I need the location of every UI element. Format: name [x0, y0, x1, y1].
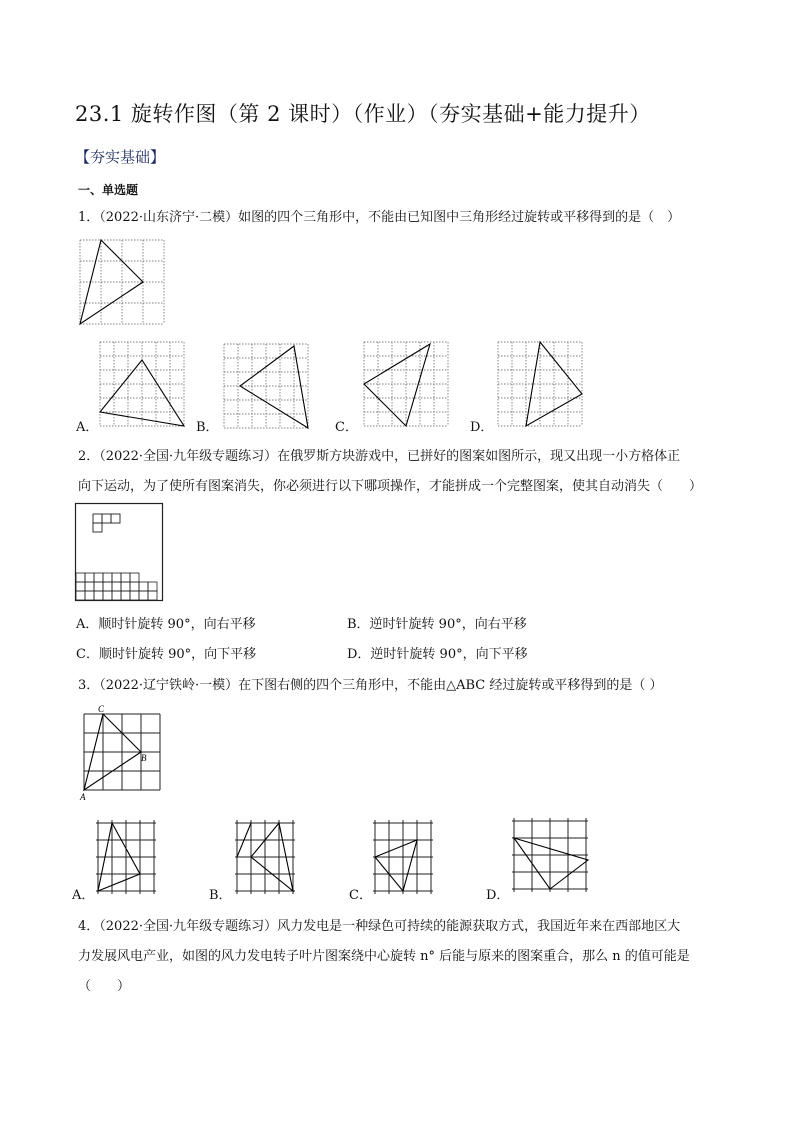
- q1-option-b[interactable]: B．: [196, 420, 219, 435]
- q1-reference-figure: [80, 240, 164, 324]
- q1-option-c-figure: [364, 342, 448, 426]
- q3-option-c[interactable]: C．: [349, 888, 372, 903]
- question-type-heading: 一、单选题: [78, 183, 139, 197]
- q4-text-line1: 4．（2022·全国·九年级专题练习）风力发电是一种绿色可持续的能源获取方式，我国近年来在西部地区大: [78, 919, 681, 934]
- q1-option-a-figure: [100, 342, 184, 426]
- q3-label-b: B: [141, 753, 147, 763]
- q2-text-line1: 2．（2022·全国·九年级专题练习）在俄罗斯方块游戏中，已拼好的图案如图所示，现又出现一小方格体正: [78, 449, 681, 464]
- page-title: 23.1 旋转作图（第 2 课时）（作业）（夯实基础+能力提升）: [75, 102, 651, 126]
- q2-option-c[interactable]: C．顺时针旋转 90°，向下平移: [76, 647, 257, 662]
- q1-option-d-figure: [498, 342, 582, 426]
- q2-option-a[interactable]: A．顺时针旋转 90°，向右平移: [76, 617, 256, 632]
- q4-text-line2: 力发展风电产业，如图的风力发电转子叶片图案绕中心旋转 n° 后能与原来的图案重合，那么 n 的值可能是: [78, 949, 690, 964]
- q1-text: 1．（2022·山东济宁·二模）如图的四个三角形中，不能由已知图中三角形经过旋转或平移得到的是（ ）: [78, 210, 681, 225]
- q2-option-d[interactable]: D．逆时针旋转 90°，向下平移: [347, 647, 528, 662]
- q1-option-a[interactable]: A．: [76, 420, 99, 435]
- q3-option-a-figure: [96, 820, 156, 894]
- q3-option-d-figure: [512, 818, 592, 892]
- q1-option-b-figure: [224, 344, 308, 428]
- q2-tetris-figure: [75, 503, 163, 601]
- q3-option-b-figure: [235, 820, 295, 894]
- q1-option-c[interactable]: C．: [335, 420, 358, 435]
- q4-text-line3: （ ）: [78, 979, 131, 994]
- q3-option-b[interactable]: B．: [209, 888, 232, 903]
- q3-label-a: A: [80, 792, 86, 802]
- q2-text-line2: 向下运动，为了使所有图案消失，你必须进行以下哪项操作，才能拼成一个完整图案，使其自动消失（ ）: [78, 479, 703, 494]
- q3-reference-figure: [80, 703, 164, 801]
- section-label: 【夯实基础】: [75, 148, 166, 166]
- q3-text: 3．（2022·辽宁铁岭·一模）在下图右侧的四个三角形中，不能由△ABC 经过旋转或平移得到的是（ ）: [78, 678, 663, 693]
- q2-option-b[interactable]: B．逆时针旋转 90°，向右平移: [347, 617, 527, 632]
- q3-option-a[interactable]: A．: [72, 888, 95, 903]
- q3-option-d[interactable]: D．: [486, 888, 510, 903]
- q1-option-d[interactable]: D．: [470, 420, 494, 435]
- q3-label-c: C: [98, 704, 105, 714]
- q3-option-c-figure: [373, 820, 433, 894]
